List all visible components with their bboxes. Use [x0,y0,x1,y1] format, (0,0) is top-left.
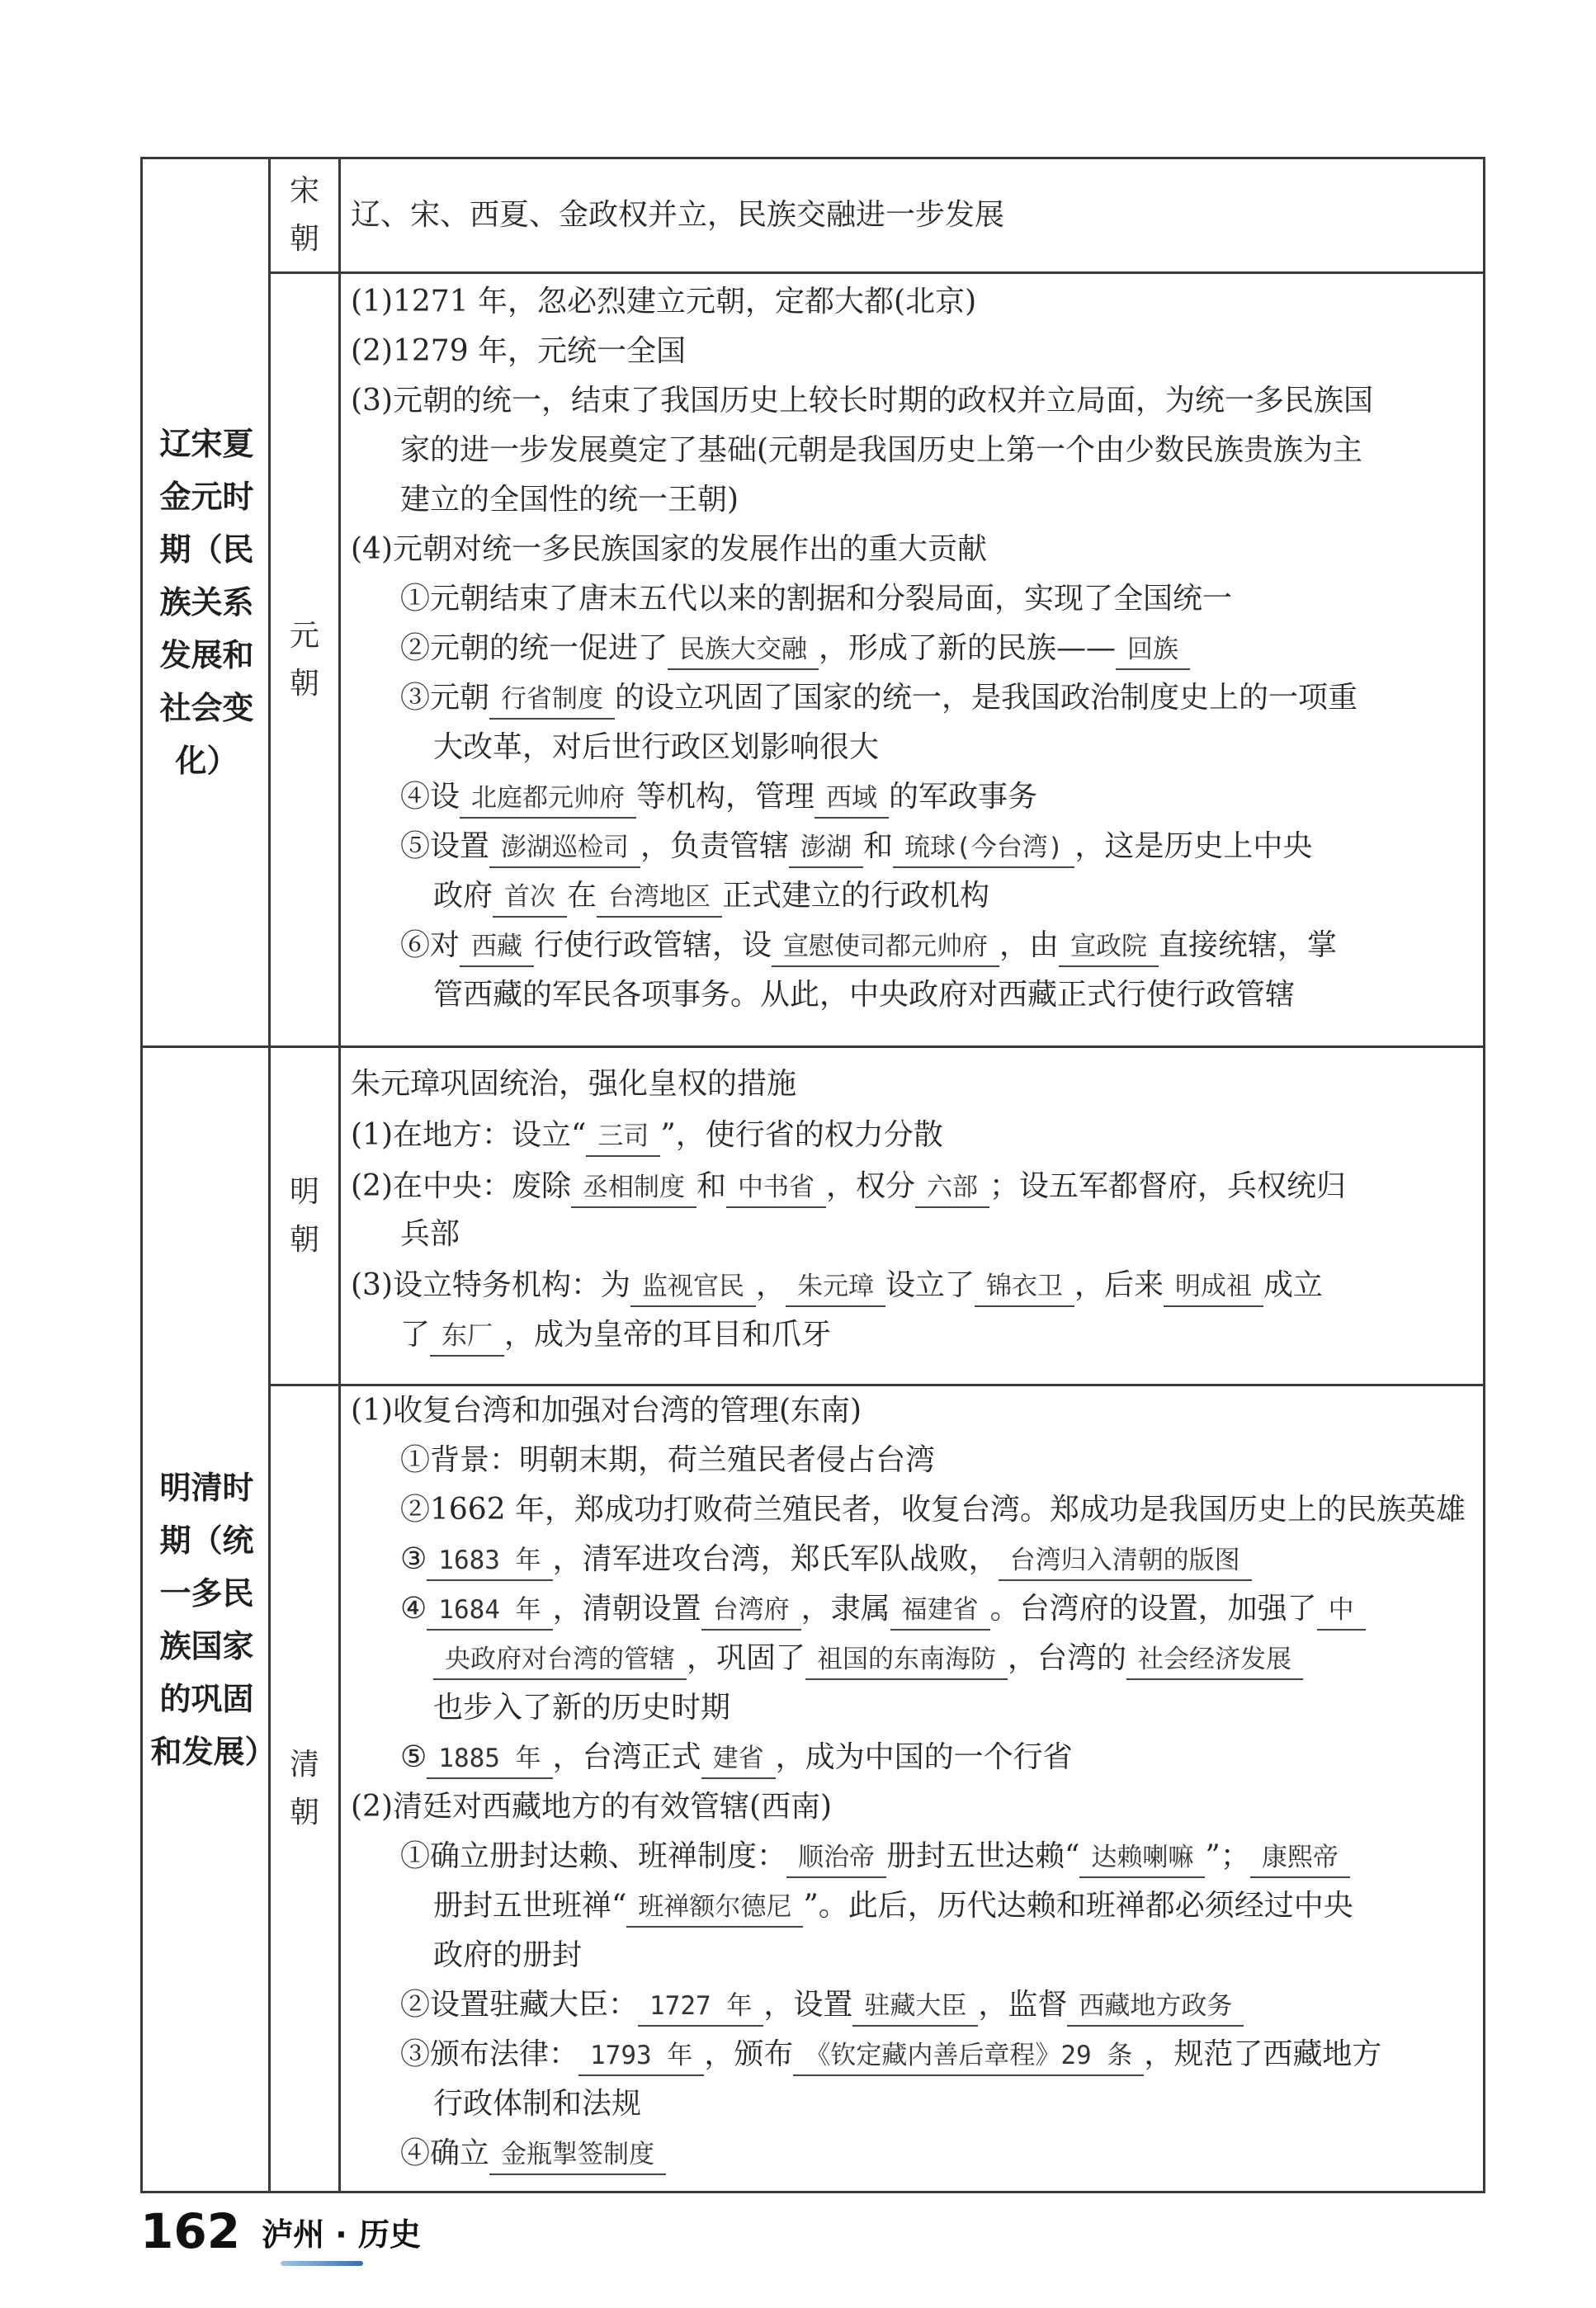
text-line [433,871,989,921]
text: ，台湾的 [1008,1641,1127,1675]
text: ，权分 [826,1169,916,1203]
text: (2)在中央：废除 [351,1169,571,1203]
answer-blank: 康熙帝 [1250,1838,1350,1878]
text-line [400,1733,1073,1782]
text: 。台湾府的设置，加强了 [989,1592,1317,1626]
text-line [400,1310,831,1360]
answer-blank: 社会经济发展 [1126,1640,1303,1680]
answer-blank: 六部 [915,1168,989,1208]
dynasty-label: 元朝 [289,618,319,701]
text: ， [756,1268,786,1302]
text: ，颁布 [704,2037,794,2071]
text-line [400,1832,1350,1881]
text: ，设置 [763,1988,853,2022]
text-line: ①元朝结束了唐末五代以来的割据和分裂局面，实现了全国统一 [400,582,1233,616]
answer-blank: 监视官民 [630,1267,756,1307]
answer-blank: 1727 年 [638,1987,763,2027]
era-label: 明清时期（统一多民族国家的巩固和发展） [150,1469,276,1770]
text: ③元朝 [400,681,490,715]
text: 册封五世达赖“ [886,1839,1080,1873]
footer-decoration [281,2261,363,2266]
text: ④设 [400,780,460,814]
era-cell-liao-song [143,159,271,1045]
answer-blank: 西藏地方政务 [1067,1987,1244,2027]
text: 设立了 [885,1268,975,1302]
text: ”； [1205,1839,1250,1873]
text-line [351,1111,943,1160]
answer-blank: 顺治帝 [786,1838,886,1878]
answer-blank: 金瓶掣签制度 [489,2136,666,2175]
answer-blank: 明成祖 [1164,1267,1263,1307]
text: 的设立巩固了国家的统一，是我国政治制度史上的一项重 [615,681,1358,715]
answer-blank: 1684 年 [427,1591,552,1631]
text-line: (1)1271 年，忽必烈建立元朝，定都大都(北京) [351,285,977,319]
answer-blank: 福建省 [890,1591,990,1631]
answer-blank: 1793 年 [578,2037,704,2076]
text: 政府 [433,879,493,913]
text-line: 建立的全国性的统一王朝) [400,483,739,517]
dynasty-cell-qing [271,1386,338,2191]
answer-blank: 宣慰使司都元帅府 [772,927,999,967]
text-line: 朱元璋巩固统治，强化皇权的措施 [351,1067,797,1101]
text: 行使行政管辖，设 [534,928,772,962]
text-line: 管西藏的军民各项事务。从此，中央政府对西藏正式行使行政管辖 [433,978,1296,1012]
text-line: 也步入了新的历史时期 [433,1691,731,1725]
text: ；设五军都督府，兵权统归 [989,1169,1347,1203]
answer-blank: 台湾归入清朝的版图 [999,1541,1252,1581]
answer-blank: 1885 年 [427,1739,552,1779]
text: ，成为中国的一个行省 [775,1740,1073,1774]
text: (1)在地方：设立“ [351,1118,587,1152]
text-line: 行政体制和法规 [433,2087,642,2121]
text: 册封五世班禅“ [433,1889,627,1923]
text: ③ [400,1542,427,1576]
text-line [400,772,1037,822]
era-label: 辽宋夏金元时期（民族关系发展和社会变化） [159,426,254,779]
text-line: (2)1279 年，元统一全国 [351,334,687,368]
text: ”，使行省的权力分散 [660,1118,943,1152]
text: ，成为皇帝的耳目和爪牙 [504,1318,832,1352]
answer-blank: 首次 [493,878,567,918]
text: ④确立 [400,2136,490,2170]
answer-blank: 锦衣卫 [975,1267,1074,1307]
text-line: 大改革，对后世行政区划影响很大 [433,730,880,764]
text: ，规范了西藏地方 [1144,2037,1382,2071]
answer-blank: 澎湖 [789,828,863,868]
text: ④ [400,1592,427,1626]
text-line [400,624,1190,673]
page-title: 泸州 · 历史 [262,2216,421,2253]
text-line: (1)收复台湾和加强对台湾的管理(东南) [351,1394,862,1428]
text: ，巩固了 [687,1641,806,1675]
text: ，后来 [1074,1268,1164,1302]
answer-blank: 中书省 [726,1168,826,1208]
text: 正式建立的行政机构 [722,879,990,913]
text: ，负责管辖 [640,829,790,863]
divider [268,271,1485,274]
text: ⑥对 [400,928,460,962]
text-line [400,1535,1252,1584]
text: ，清朝设置 [552,1592,701,1626]
answer-blank: 驻藏大臣 [852,1987,978,2027]
text: 的军政事务 [889,780,1038,814]
text-line [400,1980,1244,2030]
dynasty-cell-yuan [271,274,338,1045]
text-line [433,1634,1303,1683]
text: 了 [400,1318,431,1352]
answer-blank: 班禅额尔德尼 [626,1888,803,1928]
text-line [400,2030,1381,2079]
text: 和 [696,1169,727,1203]
text: ③颁布法律： [400,2037,579,2071]
text: ⑤ [400,1740,427,1774]
text-line: (2)清廷对西藏地方的有效管辖(西南) [351,1790,833,1824]
answer-blank: 央政府对台湾的管辖 [433,1640,687,1680]
text-line [400,2129,666,2178]
text-line: (3)元朝的统一，结束了我国历史上较长时期的政权并立局面，为统一多民族国 [351,384,1373,418]
answer-blank: 朱元璋 [786,1267,885,1307]
divider [338,159,341,2191]
answer-blank: 民族大交融 [668,630,819,670]
text-line: 政府的册封 [433,1938,583,1972]
page-number: 162 [140,2203,241,2259]
text-line [400,822,1312,871]
text: 成立 [1263,1268,1324,1302]
text: ，形成了新的民族—— [819,631,1117,665]
answer-blank: 1683 年 [427,1541,552,1581]
text: 直接统辖，掌 [1159,928,1338,962]
dynasty-cell-song [271,159,338,271]
text: ②设置驻藏大臣： [400,1988,639,2022]
answer-blank: 台湾府 [701,1591,801,1631]
text-line: 辽、宋、西夏、金政权并立，民族交融进一步发展 [351,198,1005,232]
text: ，台湾正式 [552,1740,701,1774]
page-footer [140,2198,421,2264]
divider [143,1045,1485,1048]
text-line: ①背景：明朝末期，荷兰殖民者侵占台湾 [400,1443,936,1477]
answer-blank: 达赖喇嘛 [1079,1838,1205,1878]
text-line [433,1881,1353,1931]
text: ，由 [999,928,1060,962]
text-line [400,673,1358,723]
text-line [351,1261,1323,1310]
text: 和 [863,829,894,863]
text-line: 兵部 [400,1217,460,1251]
text-line [400,1584,1366,1634]
text: ，清军进攻台湾，郑氏军队战败， [552,1542,999,1576]
answer-blank: 祖国的东南海防 [805,1640,1008,1680]
answer-blank: 中 [1317,1591,1366,1631]
answer-blank: 三司 [586,1117,660,1157]
text: ，这是历史上中央 [1074,829,1313,863]
answer-blank: 台湾地区 [597,878,722,918]
history-table [140,157,1485,2193]
answer-blank: 丞相制度 [571,1168,696,1208]
text-line: 家的进一步发展奠定了基础(元朝是我国历史上第一个由少数民族贵族为主 [400,433,1363,467]
text: ”。此后，历代达赖和班禅都必须经过中央 [803,1889,1353,1923]
answer-blank: 《钦定藏内善后章程》29 条 [793,2037,1144,2076]
text: ⑤设置 [400,829,490,863]
text: (3)设立特务机构：为 [351,1268,630,1302]
era-cell-ming-qing [143,1048,276,2191]
answer-blank: 东厂 [430,1317,504,1357]
answer-blank: 北庭都元帅府 [460,779,636,819]
text-line: (4)元朝对统一多民族国家的发展作出的重大贡献 [351,532,987,566]
text: ，隶属 [800,1592,890,1626]
answer-blank: 西域 [815,779,889,819]
answer-blank: 宣政院 [1059,927,1159,967]
dynasty-label: 清朝 [289,1747,319,1829]
dynasty-cell-ming [271,1048,338,1384]
text: ，监督 [978,1988,1068,2022]
text-line [400,921,1337,970]
answer-blank: 回族 [1116,630,1190,670]
text: ①确立册封达赖、班禅制度： [400,1839,787,1873]
answer-blank: 琉球(今台湾) [893,828,1074,868]
text: 在 [567,879,597,913]
answer-blank: 行省制度 [489,680,615,720]
text: ②元朝的统一促进了 [400,631,668,665]
answer-blank: 建省 [701,1739,776,1779]
text-line [351,1162,1346,1211]
dynasty-label: 宋朝 [289,174,319,256]
text-line: ②1662 年，郑成功打败荷兰殖民者，收复台湾。郑成功是我国历史上的民族英雄 [400,1493,1466,1527]
text: 等机构，管理 [636,780,815,814]
answer-blank: 澎湖巡检司 [489,828,640,868]
answer-blank: 西藏 [460,927,534,967]
dynasty-label: 明朝 [289,1174,319,1257]
